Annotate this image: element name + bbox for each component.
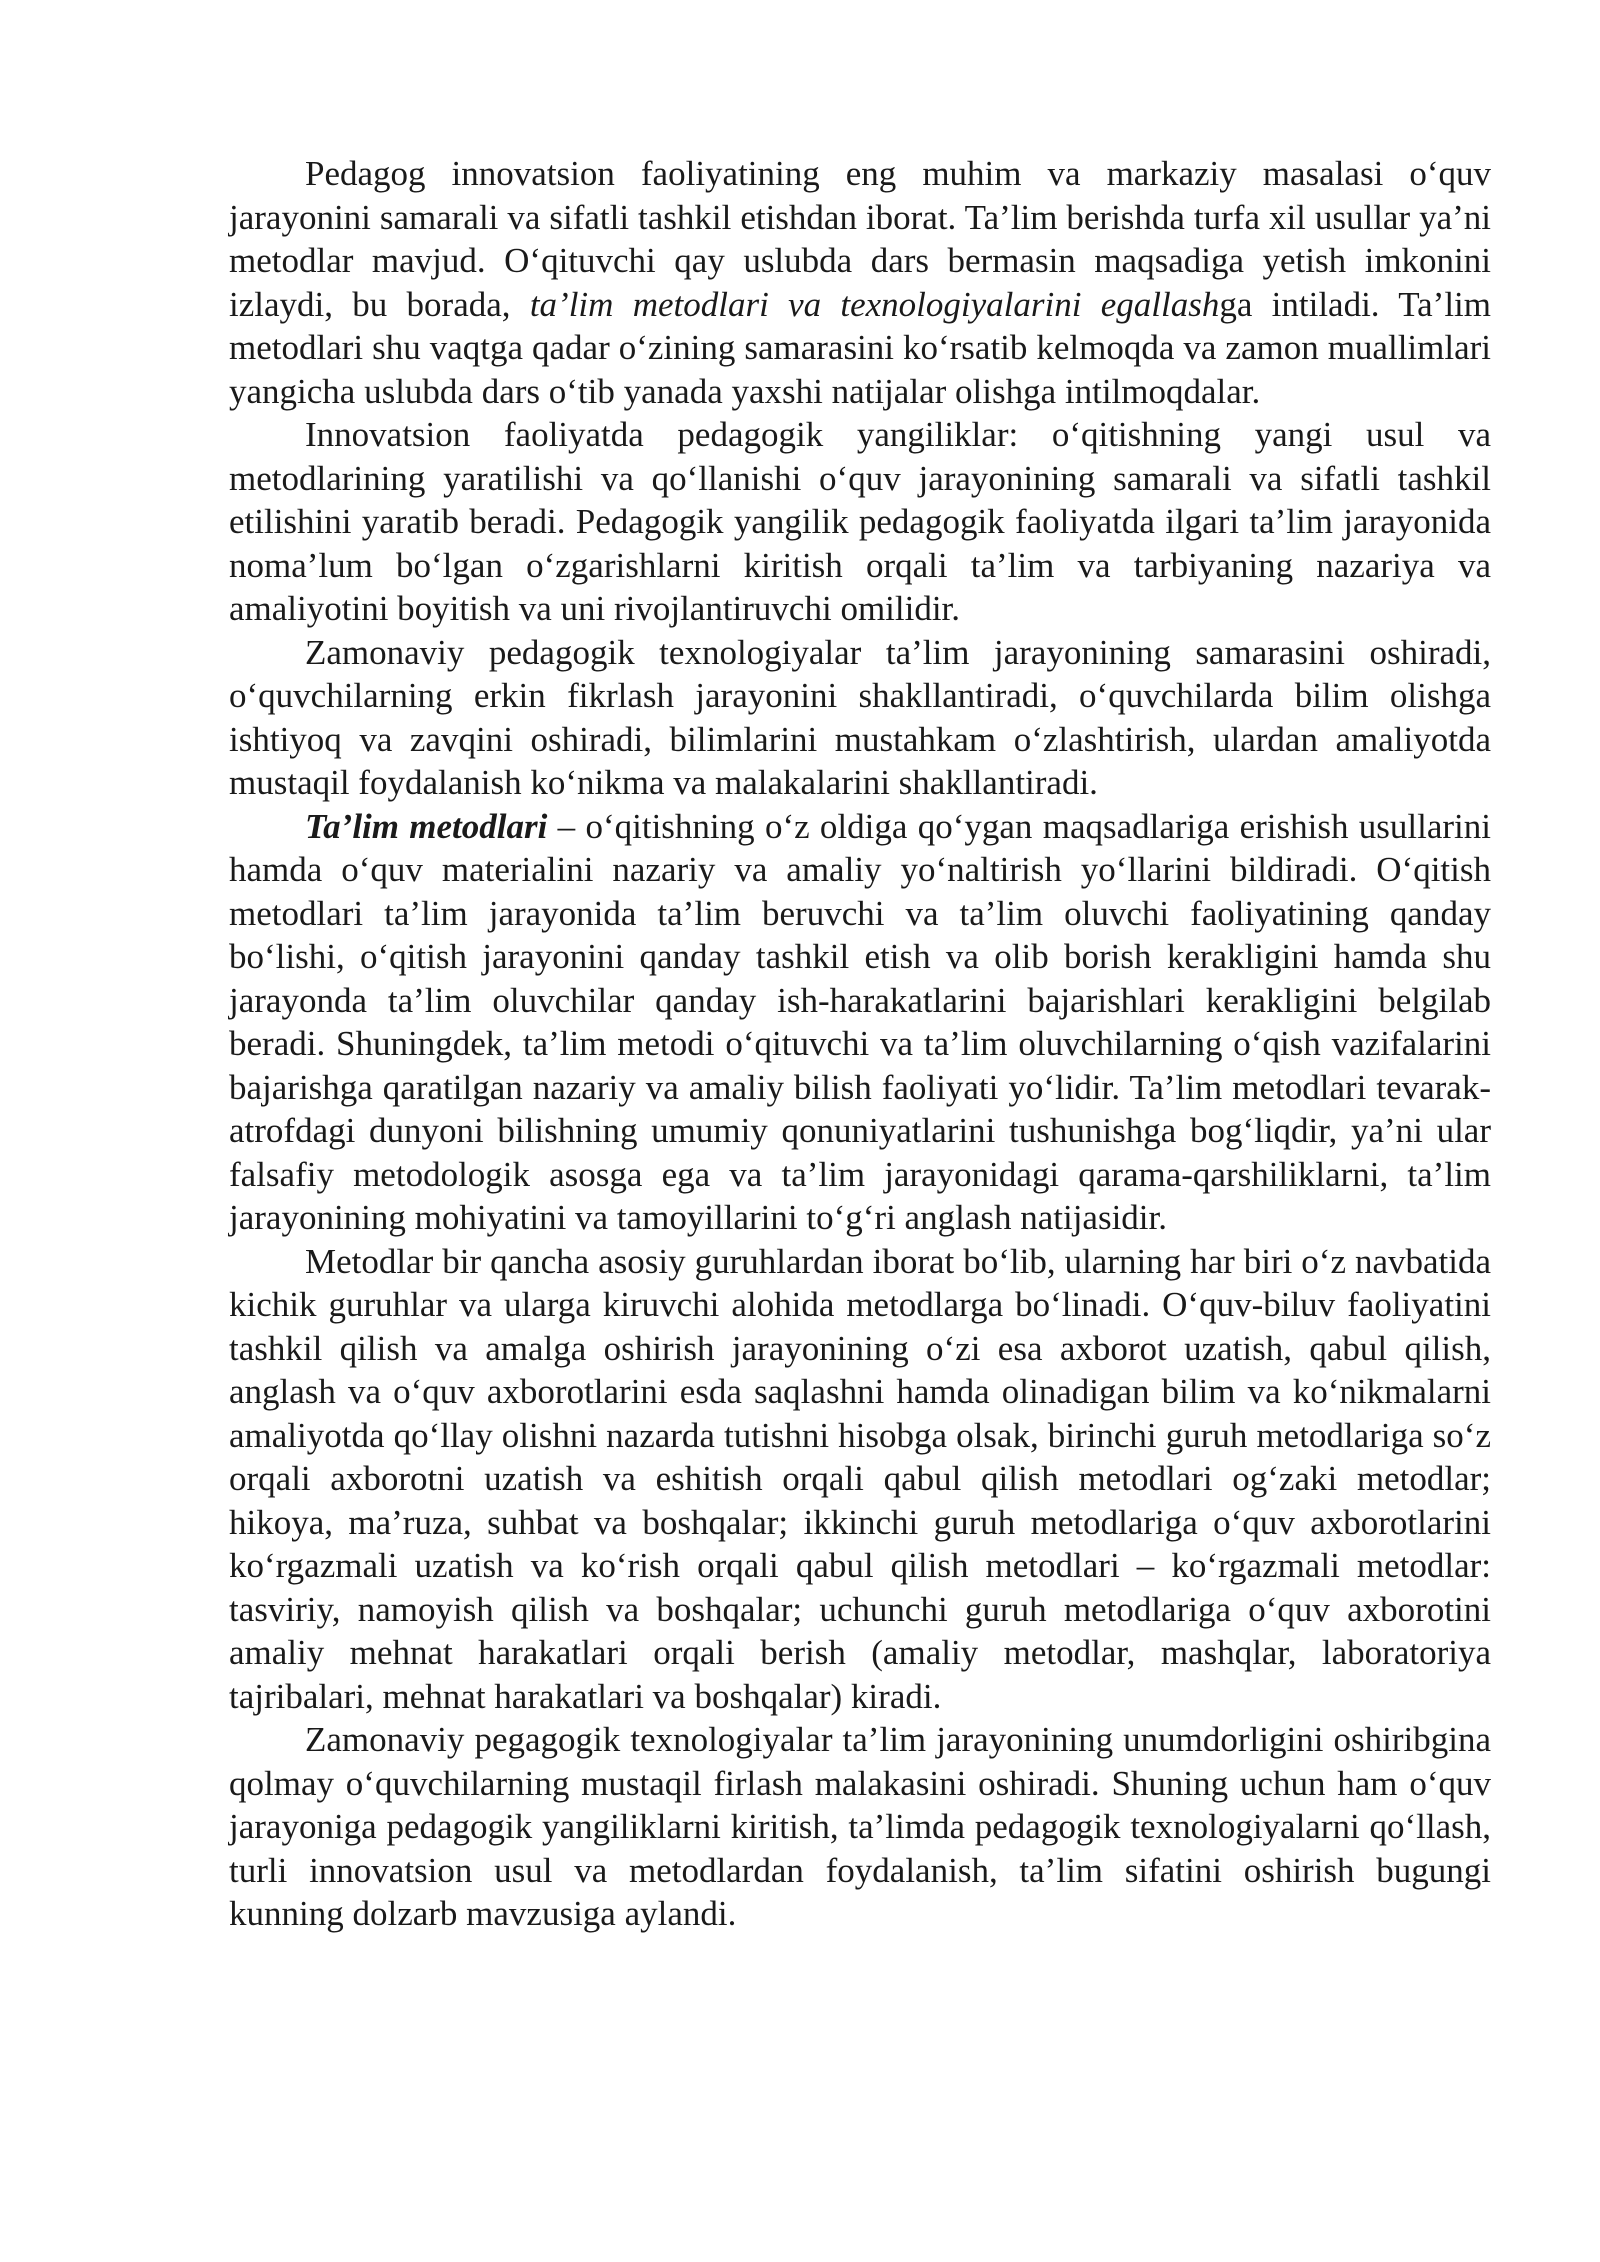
paragraph-4 bbox=[229, 805, 1491, 1240]
paragraph-3: Zamonaviy pedagogik texnologiyalar ta’lim jarayonining samarasini oshiradi, o‘quvchilarning erkin fikrlash jarayonini shakllantiradi, o‘quvchilarda bilim olishga ishtiyoq va zavqini oshiradi, bilimlarini mustahkam o‘zlashtirish, ulardan amaliyotda mustaqil foydalanish ko‘nikma va malakalarini shakllantiradi. bbox=[229, 632, 1491, 802]
paragraph-4-definition: – o‘qitishning o‘z oldiga qo‘ygan maqsadlariga erishish usullarini hamda o‘quv materialini nazariy va amaliy yo‘naltirish yo‘llarini bildiradi. O‘qitish metodlari ta’lim jarayonida ta’lim beruvchi va ta’lim oluvchi faoliyatining qanday bo‘lishi, o‘qitish jarayonini qanday tashkil etish va olib borish kerakligini hamda shu jarayonda ta’lim oluvchilar qanday ish-harakatlarini bajarishlari kerakligini belgilab beradi. Shuningdek, ta’lim metodi o‘qituvchi va ta’lim oluvchilarning o‘qish vazifalarini bajarishga qaratilgan nazariy va amaliy bilish faoliyati yo‘lidir. Ta’lim metodlari tevarak-atrofdagi dunyoni bilishning umumiy qonuniyatlarini tushunishga bog‘liqdir, ya’ni ular falsafiy metodologik asosga ega va ta’lim jarayonidagi qarama-qarshiliklarni, ta’lim jarayonining mohiyatini va tamoyillarini to‘g‘ri anglash natijasidir. bbox=[229, 806, 1491, 1237]
paragraph-1-text-start: Pedagog innovatsion faoliyatining eng muhim va markaziy masalasi o‘quv jarayonini samarali va sifatli tashkil etishdan iborat. Ta’lim berishda turfa xil usullar ya’ni metodlar mavjud. O‘qituvchi qay uslubda dars bermasin maqsadiga yetish imkonini izlaydi, bu borada, bbox=[229, 154, 1491, 324]
paragraph-6: Zamonaviy pegagogik texnologiyalar ta’lim jarayonining unumdorligini oshiribgina qolmay o‘quvchilarning mustaqil firlash malakasini oshiradi. Shuning uchun ham o‘quv jarayoniga pedagogik yangiliklarni kiritish, ta’limda pedagogik texnologiyalarni qo‘llash, turli innovatsion usul va metodlardan foydalanish, ta’lim sifatini oshirish bugungi kunning dolzarb mavzusiga aylandi. bbox=[229, 1720, 1491, 1933]
paragraph-1-emphasis: ta’lim metodlari va texnologiyalarini egallash bbox=[529, 284, 1220, 324]
paragraph-5: Metodlar bir qancha asosiy guruhlardan iborat bo‘lib, ularning har biri o‘z navbatida kichik guruhlar va ularga kiruvchi alohida metodlarga bo‘linadi. O‘quv-biluv faoliyatini tashkil qilish va amalga oshirish jarayonining o‘zi esa axborot uzatish, qabul qilish, anglash va o‘quv axborotlarini esda saqlashni hamda olinadigan bilim va ko‘nikmalarni amaliyotda qo‘llay olishni nazarda tutishni hisobga olsak, birinchi guruh metodlariga so‘z orqali axborotni uzatish va eshitish orqali qabul qilish metodlari og‘zaki metodlar; hikoya, ma’ruza, suhbat va boshqalar; ikkinchi guruh metodlariga o‘quv axborotlarini ko‘rgazmali uzatish va ko‘rish orqali qabul qilish metodlari – ko‘rgazmali metodlar: tasviriy, namoyish qilish va boshqalar; uchunchi guruh metodlariga o‘quv axborotini amaliy mehnat harakatlari orqali berish (amaliy metodlar, mashqlar, laboratoriya tajribalari, mehnat harakatlari va boshqalar) kiradi. bbox=[229, 1241, 1491, 1716]
paragraph-2: Innovatsion faoliyatda pedagogik yangiliklar: o‘qitishning yangi usul va metodlarining yaratilishi va qo‘llanishi o‘quv jarayonining samarali va sifatli tashkil etilishini yaratib beradi. Pedagogik yangilik pedagogik faoliyatda ilgari ta’lim jarayonida noma’lum bo‘lgan o‘zgarishlarni kiritish orqali ta’lim va tarbiyaning nazariya va amaliyotini boyitish va uni rivojlantiruvchi omilidir. bbox=[229, 415, 1491, 628]
body-text bbox=[229, 152, 1491, 1936]
paragraph-4-term: Ta’lim metodlari bbox=[305, 806, 548, 846]
paragraph-1 bbox=[229, 152, 1491, 413]
paragraph-1-text-end: ga intiladi. Ta’lim metodlari shu vaqtga qadar o‘zining samarasini ko‘rsatib kelmoqda va zamon muallimlari yangicha uslubda dars o‘tib yanada yaxshi natijalar olishga intilmoqdalar. bbox=[229, 284, 1492, 411]
